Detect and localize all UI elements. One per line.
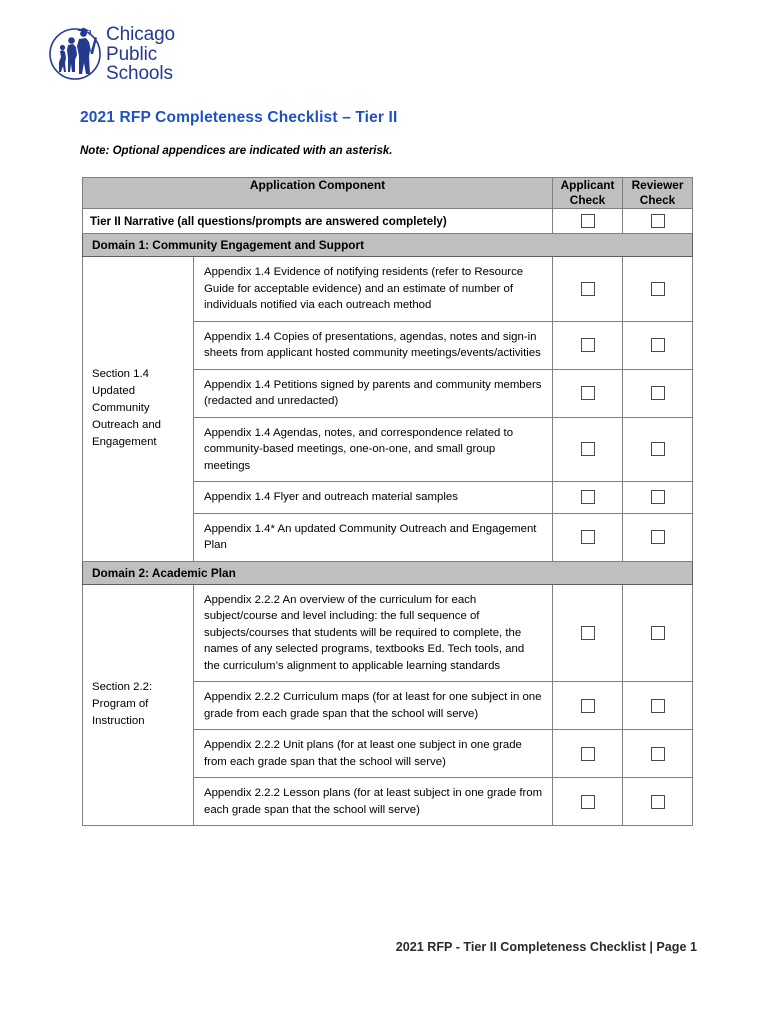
- cps-logo-wordmark: [106, 25, 175, 84]
- header-applicant-line1: Applicant: [560, 178, 615, 192]
- page-footer: 2021 RFP - Tier II Completeness Checklist | Page 1: [395, 940, 697, 954]
- checkbox-icon[interactable]: [651, 386, 665, 400]
- checkbox-icon[interactable]: [651, 530, 665, 544]
- component-text: Appendix 1.4 Agendas, notes, and correspondence related to community-based meetings, one-on-one, and small group meetings: [194, 417, 553, 482]
- checkbox-icon[interactable]: [651, 795, 665, 809]
- table-header: [83, 178, 693, 209]
- section-label-1-4: Section 1.4 Updated Community Outreach and Engagement: [83, 257, 194, 562]
- logo-line-chicago: Chicago: [106, 24, 176, 45]
- table-row: [83, 257, 693, 322]
- narrative-label: Tier II Narrative (all questions/prompts are answered completely): [83, 209, 553, 234]
- checkbox-icon[interactable]: [581, 338, 595, 352]
- section-label-2-2: Section 2.2: Program of Instruction: [83, 584, 194, 826]
- domain-band-1: [83, 234, 693, 257]
- checkbox-icon[interactable]: [581, 490, 595, 504]
- domain-band-1-label: Domain 1: Community Engagement and Support: [83, 234, 693, 257]
- header-reviewer-line1: Reviewer: [631, 178, 684, 192]
- checkbox-icon[interactable]: [651, 699, 665, 713]
- component-text: Appendix 1.4 Petitions signed by parents and community members (redacted and unredacted): [194, 369, 553, 417]
- component-text: Appendix 1.4 Evidence of notifying residents (refer to Resource Guide for acceptable evidence) and an estimate of number of individuals notified via each outreach method: [194, 257, 553, 322]
- checkbox-icon[interactable]: [651, 490, 665, 504]
- checkbox-icon[interactable]: [651, 282, 665, 296]
- checkbox-icon[interactable]: [651, 338, 665, 352]
- checkbox-icon[interactable]: [581, 530, 595, 544]
- applicant-check[interactable]: [553, 417, 623, 482]
- checkbox-icon[interactable]: [651, 626, 665, 640]
- checkbox-icon[interactable]: [581, 747, 595, 761]
- component-text: Appendix 2.2.2 An overview of the curriculum for each subject/course and level including: the full sequence of subjects/courses that students will be required to complete, the names of any selected programs, textbooks Ed. Tech tools, and the curriculum’s alignment to applicable learning standards: [194, 584, 553, 682]
- header-reviewer-line2: Check: [639, 193, 676, 207]
- applicant-check[interactable]: [553, 257, 623, 322]
- reviewer-check[interactable]: [623, 682, 693, 730]
- checkbox-icon[interactable]: [581, 699, 595, 713]
- reviewer-check[interactable]: [623, 321, 693, 369]
- header-application-component: Application Component: [83, 178, 553, 209]
- logo-line-public: Public: [106, 43, 158, 65]
- component-text: Appendix 1.4* An updated Community Outreach and Engagement Plan: [194, 513, 553, 561]
- completeness-checklist-table: [82, 177, 693, 826]
- checkbox-icon[interactable]: [651, 747, 665, 761]
- header-reviewer-check: [623, 178, 693, 209]
- optional-appendix-note: Note: Optional appendices are indicated with an asterisk.: [80, 145, 393, 157]
- reviewer-check[interactable]: [623, 778, 693, 826]
- cps-logo: [46, 18, 246, 98]
- applicant-check[interactable]: [553, 730, 623, 778]
- component-text: Appendix 1.4 Flyer and outreach material samples: [194, 482, 553, 514]
- applicant-check[interactable]: [553, 482, 623, 514]
- checkbox-icon[interactable]: [581, 214, 595, 228]
- reviewer-check[interactable]: [623, 730, 693, 778]
- applicant-check[interactable]: [553, 682, 623, 730]
- checkbox-icon[interactable]: [581, 626, 595, 640]
- applicant-check[interactable]: [553, 321, 623, 369]
- applicant-check[interactable]: [553, 369, 623, 417]
- table-row: [83, 584, 693, 682]
- page-title: 2021 RFP Completeness Checklist – Tier II: [80, 109, 398, 126]
- header-applicant-check: [553, 178, 623, 209]
- checkbox-icon[interactable]: [581, 442, 595, 456]
- reviewer-check[interactable]: [623, 482, 693, 514]
- applicant-check[interactable]: [553, 778, 623, 826]
- cps-logo-mark-icon: [46, 22, 108, 84]
- checkbox-icon[interactable]: [581, 386, 595, 400]
- component-text: Appendix 2.2.2 Curriculum maps (for at least for one subject in one grade from each grade span that the school will serve): [194, 682, 553, 730]
- checkbox-icon[interactable]: [581, 282, 595, 296]
- narrative-reviewer-check[interactable]: [623, 209, 693, 234]
- reviewer-check[interactable]: [623, 369, 693, 417]
- reviewer-check[interactable]: [623, 513, 693, 561]
- component-text: Appendix 2.2.2 Unit plans (for at least one subject in one grade from each grade span that the school will serve): [194, 730, 553, 778]
- table-row-narrative: [83, 209, 693, 234]
- domain-band-2: [83, 561, 693, 584]
- narrative-applicant-check[interactable]: [553, 209, 623, 234]
- table-body: [83, 209, 693, 826]
- applicant-check[interactable]: [553, 584, 623, 682]
- reviewer-check[interactable]: [623, 257, 693, 322]
- checkbox-icon[interactable]: [581, 795, 595, 809]
- reviewer-check[interactable]: [623, 584, 693, 682]
- logo-line-schools: Schools: [106, 63, 173, 84]
- checkbox-icon[interactable]: [651, 442, 665, 456]
- component-text: Appendix 2.2.2 Lesson plans (for at least subject in one grade from each grade span that the school will serve): [194, 778, 553, 826]
- applicant-check[interactable]: [553, 513, 623, 561]
- checkbox-icon[interactable]: [651, 214, 665, 228]
- domain-band-2-label: Domain 2: Academic Plan: [83, 561, 693, 584]
- header-applicant-line2: Check: [569, 193, 606, 207]
- reviewer-check[interactable]: [623, 417, 693, 482]
- component-text: Appendix 1.4 Copies of presentations, agendas, notes and sign-in sheets from applicant hosted community meetings/events/activities: [194, 321, 553, 369]
